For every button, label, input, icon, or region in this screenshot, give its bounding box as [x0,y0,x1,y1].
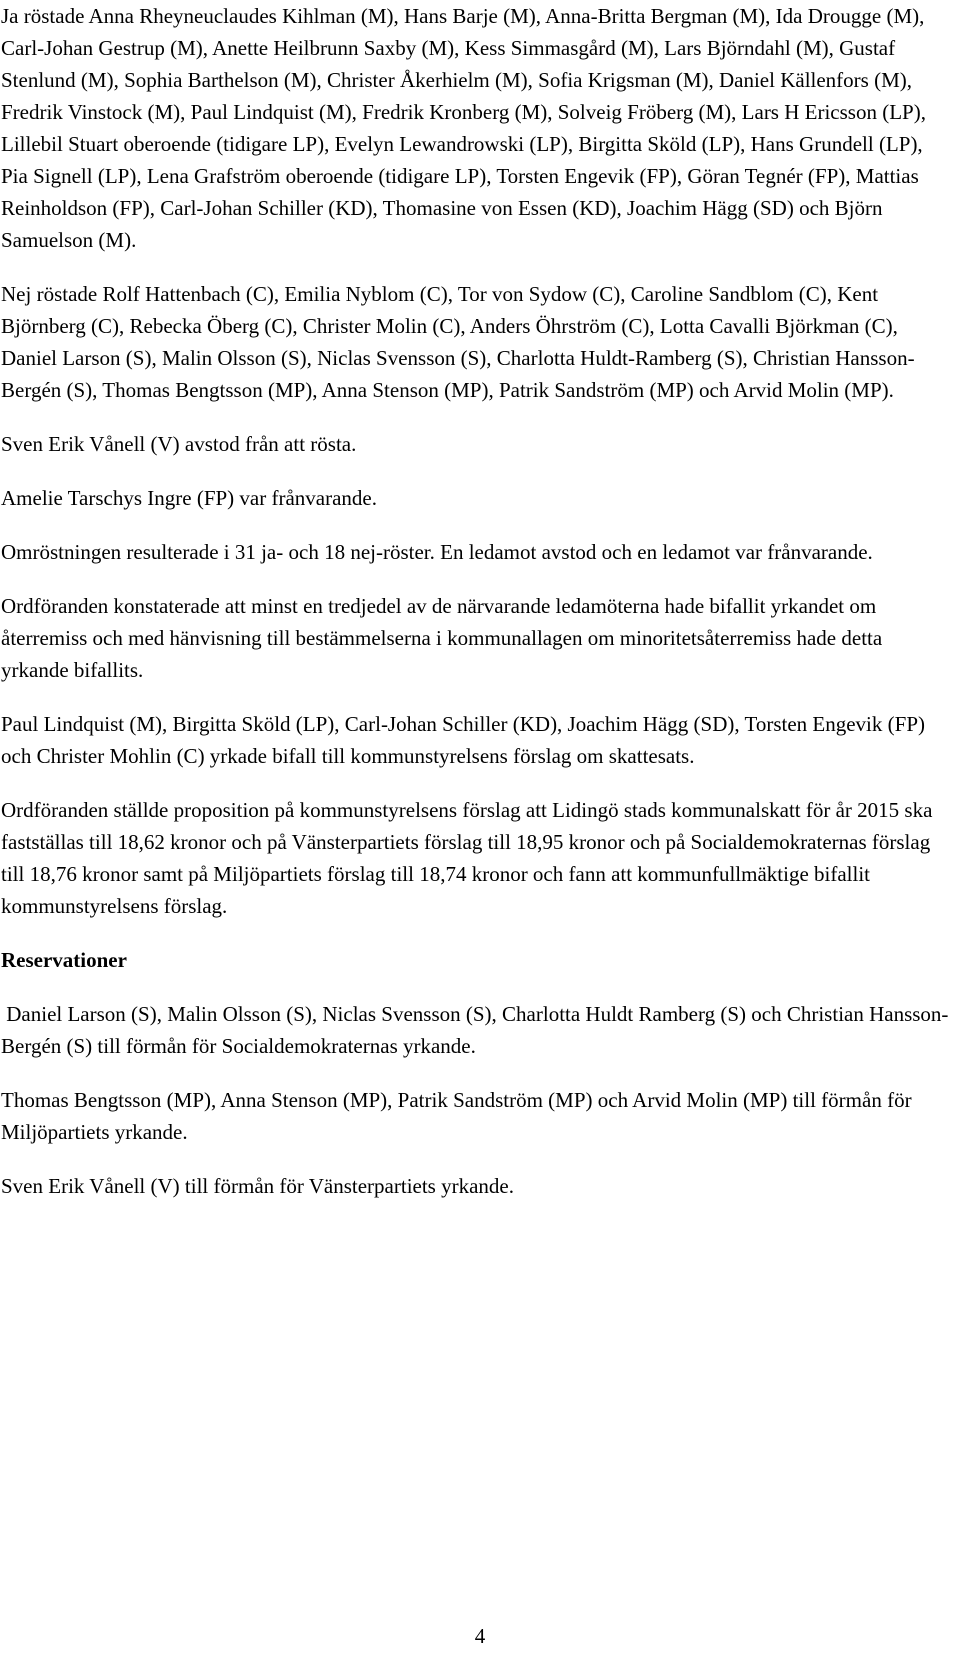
section-heading-reservations: Reservationer [1,948,127,972]
paragraph-reservation-mp: Thomas Bengtsson (MP), Anna Stenson (MP), Patrik Sandström (MP) och Arvid Molin (MP) till förmån för Miljöpartiets yrkande. [1,1088,912,1144]
paragraph-absent: Amelie Tarschys Ingre (FP) var frånvarande. [1,486,378,510]
paragraph-no-votes: Nej röstade Rolf Hattenbach (C), Emilia Nyblom (C), Tor von Sydow (C), Caroline Sandblom (C), Kent Björnberg (C), Rebecka Öberg (C), Christer Molin (C), Anders Öhrström (C), Lotta Cavalli Björkman (C), Daniel Larson (S), Malin Olsson (S), Niclas Svensson (S), Charlotta Huldt-Ramberg (S), Christian Hansson-Bergén (S), Thomas Bengtsson (MP), Anna Stenson (MP), Patrik Sandström (MP) och Arvid Molin (MP). [1,282,915,402]
paragraph-yes-votes: Ja röstade Anna Rheyneuclaudes Kihlman (M), Hans Barje (M), Anna-Britta Bergman (M), Ida Drougge (M), Carl-Johan Gestrup (M), Anette Heilbrunn Saxby (M), Kess Simmasgård (M), Lars Björndahl (M), Gustaf Stenlund (M), Sophia Barthelson (M), Christer Åkerhielm (M), Sofia Krigsman (M), Daniel Källenfors (M), Fredrik Vinstock (M), Paul Lindquist (M), Fredrik Kronberg (M), Solveig Fröberg (M), Lars H Ericsson (LP), Lillebil Stuart oberoende (tidigare LP), Evelyn Lewandrowski (LP), Birgitta Sköld (LP), Hans Grundell (LP), Pia Signell (LP), Lena Grafström oberoende (tidigare LP), Torsten Engevik (FP), Göran Tegnér (FP), Mattias Reinholdson (FP), Carl-Johan Schiller (KD), Thomasine von Essen (KD), Joachim Hägg (SD) och Björn Samuelson (M). [1,4,926,252]
paragraph-vote-result: Omröstningen resulterade i 31 ja- och 18 nej-röster. En ledamot avstod och en ledamot var frånvarande. [1,540,873,564]
page-number: 4 [474,1624,486,1648]
paragraph-abstained: Sven Erik Vånell (V) avstod från att rösta. [1,432,357,456]
paragraph-chair-proposition: Ordföranden ställde proposition på kommunstyrelsens förslag att Lidingö stads kommunalskatt för år 2015 ska fastställas till 18,62 kronor och på Vänsterpartiets förslag till 18,95 kronor och på Socialdemokraternas förslag till 18,76 kronor samt på Miljöpartiets förslag till 18,74 kronor och fann att kommunfullmäktige bifallit kommunstyrelsens förslag. [1,798,933,918]
paragraph-tax-rate-motion: Paul Lindquist (M), Birgitta Sköld (LP), Carl-Johan Schiller (KD), Joachim Hägg (SD), Torsten Engevik (FP) och Christer Mohlin (C) yrkade bifall till kommunstyrelsens förslag om skattesats. [1,712,925,768]
paragraph-chair-remittance: Ordföranden konstaterade att minst en tredjedel av de närvarande ledamöterna hade bifallit yrkandet om återremiss och med hänvisning till bestämmelserna i kommunallagen om minoritetsåterremiss hade detta yrkande bifallits. [1,594,883,682]
paragraph-reservation-v: Sven Erik Vånell (V) till förmån för Vänsterpartiets yrkande. [1,1174,514,1198]
document-body [1,0,951,1224]
paragraph-reservation-s: Daniel Larson (S), Malin Olsson (S), Niclas Svensson (S), Charlotta Huldt Ramberg (S) och Christian Hansson-Bergén (S) till förmån för Socialdemokraternas yrkande. [1,1002,949,1058]
